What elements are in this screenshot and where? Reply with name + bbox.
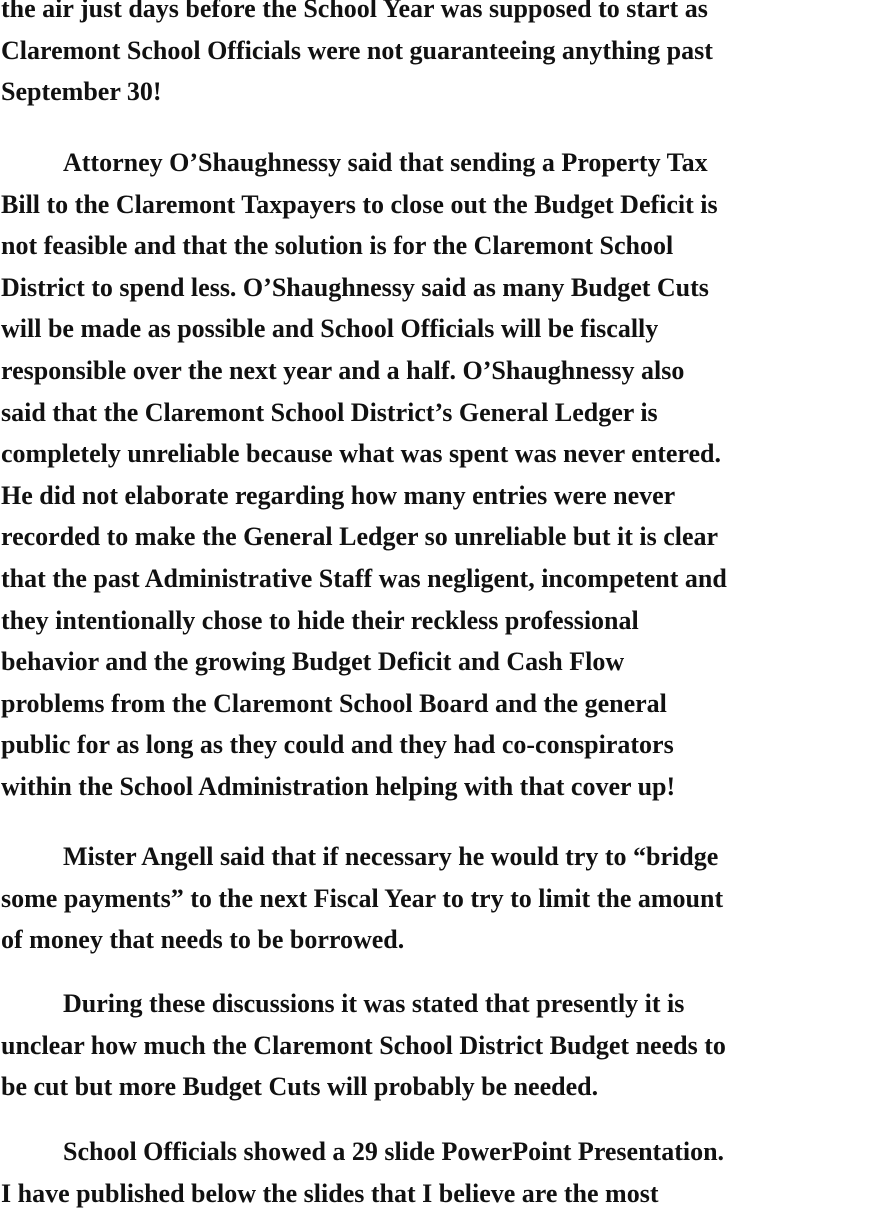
text-line: Bill to the Claremont Taxpayers to close out the Budget Deficit is bbox=[1, 189, 718, 219]
text-line: I have published below the slides that I believe are the most bbox=[1, 1178, 659, 1208]
text-line: public for as long as they could and they had co-conspirators bbox=[1, 730, 674, 760]
text-line: unclear how much the Claremont School District Budget needs to bbox=[1, 1030, 726, 1060]
paragraph-presentation bbox=[1, 1131, 724, 1209]
text-line: completely unreliable because what was spent was never entered. bbox=[1, 439, 722, 469]
paragraph-angell-statement bbox=[1, 836, 723, 961]
text-line: He did not elaborate regarding how many entries were never bbox=[1, 480, 676, 510]
paragraph-attorney-statement bbox=[1, 142, 727, 808]
text-line: be cut but more Budget Cuts will probably be needed. bbox=[1, 1072, 599, 1102]
paragraph-continuation bbox=[1, 0, 713, 113]
text-line: Claremont School Officials were not guaranteeing anything past bbox=[1, 35, 713, 65]
text-line: will be made as possible and School Officials will be fiscally bbox=[1, 314, 659, 344]
text-line: that the past Administrative Staff was negligent, incompetent and bbox=[1, 563, 727, 593]
text-line: September 30! bbox=[1, 77, 162, 107]
text-line: District to spend less. O’Shaughnessy said as many Budget Cuts bbox=[1, 272, 709, 302]
text-line: responsible over the next year and a half. O’Shaughnessy also bbox=[1, 355, 685, 385]
paragraph-discussions bbox=[1, 983, 726, 1108]
text-line: School Officials showed a 29 slide PowerPoint Presentation. bbox=[63, 1137, 725, 1166]
text-line: they intentionally chose to hide their reckless professional bbox=[1, 605, 639, 635]
text-line: problems from the Claremont School Board and the general bbox=[1, 688, 667, 718]
text-line: During these discussions it was stated that presently it is bbox=[63, 989, 685, 1018]
text-line: recorded to make the General Ledger so unreliable but it is clear bbox=[1, 522, 719, 552]
text-line: of money that needs to be borrowed. bbox=[1, 925, 405, 955]
text-line: said that the Claremont School District’s General Ledger is bbox=[1, 397, 658, 427]
text-line: Attorney O’Shaughnessy said that sending a Property Tax bbox=[63, 148, 708, 177]
text-line: the air just days before the School Year was supposed to start as bbox=[1, 0, 708, 23]
text-line: Mister Angell said that if necessary he would try to “bridge bbox=[63, 842, 719, 871]
text-line: not feasible and that the solution is for the Claremont School bbox=[1, 231, 674, 261]
text-line: within the School Administration helping with that cover up! bbox=[1, 771, 676, 801]
text-line: behavior and the growing Budget Deficit and Cash Flow bbox=[1, 647, 625, 677]
text-line: some payments” to the next Fiscal Year to try to limit the amount bbox=[1, 883, 724, 913]
